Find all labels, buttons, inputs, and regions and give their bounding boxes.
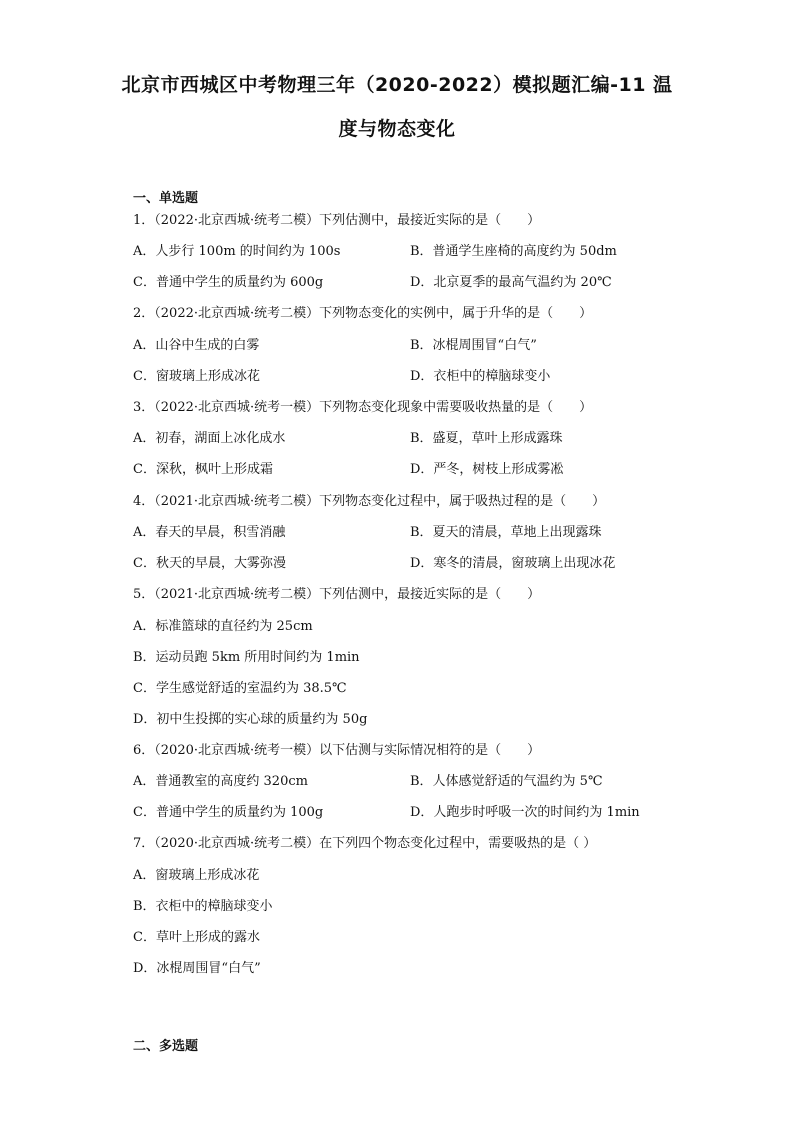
question-4-option-a: A．春天的早晨，积雪消融 [133,525,286,540]
question-2-option-d: D．衣柜中的樟脑球变小 [410,369,551,384]
question-3-stem: 3．（2022·北京西城·统考一模）下列物态变化现象中需要吸收热量的是（ ） [133,400,593,415]
question-5-option-b: B．运动员跑 5km 所用时间约为 1min [133,650,360,665]
question-5-option-a: A．标准篮球的直径约为 25cm [133,619,313,634]
question-2-option-b: B．冰棍周围冒“白气” [410,338,537,353]
question-6-stem: 6．（2020·北京西城·统考一模）以下估测与实际情况相符的是（ ） [133,743,541,758]
question-4-option-d: D．寒冬的清晨，窗玻璃上出现冰花 [410,556,616,571]
question-6-option-d: D．人跑步时呼吸一次的时间约为 1min [410,805,640,820]
question-3-option-a: A．初春，湖面上冰化成水 [133,431,286,446]
question-1-option-d: D．北京夏季的最高气温约为 20℃ [410,275,612,290]
question-1-option-c: C．普通中学生的质量约为 600g [133,275,324,290]
question-1-option-a: A．人步行 100m 的时间约为 100s [133,244,341,259]
question-5-option-d: D．初中生投掷的实心球的质量约为 50g [133,712,368,727]
question-7-option-c: C．草叶上形成的露水 [133,930,260,945]
section-heading-single-choice: 一、单选题 [133,191,199,206]
question-4-option-b: B．夏天的清晨，草地上出现露珠 [410,525,602,540]
question-1-option-b: B．普通学生座椅的高度约为 50dm [410,244,617,259]
document-title-line-1: 北京市西城区中考物理三年（2020-2022）模拟题汇编-11 温 [121,74,673,96]
question-3-option-c: C．深秋，枫叶上形成霜 [133,462,273,477]
question-1-stem: 1．（2022·北京西城·统考二模）下列估测中，最接近实际的是（ ） [133,213,541,228]
question-7-stem: 7．（2020·北京西城·统考二模）在下列四个物态变化过程中，需要吸热的是（ ） [133,836,597,851]
question-6-option-b: B．人体感觉舒适的气温约为 5℃ [410,774,603,789]
question-4-stem: 4．（2021·北京西城·统考二模）下列物态变化过程中，属于吸热过程的是（ ） [133,494,606,509]
question-7-option-b: B．衣柜中的樟脑球变小 [133,899,273,914]
question-2-stem: 2．（2022·北京西城·统考二模）下列物态变化的实例中，属于升华的是（ ） [133,306,593,321]
question-7-option-d: D．冰棍周围冒“白气” [133,961,261,976]
question-3-option-d: D．严冬，树枝上形成雾凇 [410,462,564,477]
question-5-option-c: C．学生感觉舒适的室温约为 38.5℃ [133,681,347,696]
section-heading-multiple-choice: 二、多选题 [133,1039,199,1054]
question-3-option-b: B．盛夏，草叶上形成露珠 [410,431,563,446]
question-5-stem: 5．（2021·北京西城·统考二模）下列估测中，最接近实际的是（ ） [133,587,541,602]
document-title-line-2: 度与物态变化 [338,118,456,140]
question-7-option-a: A．窗玻璃上形成冰花 [133,868,260,883]
question-2-option-a: A．山谷中生成的白雾 [133,338,260,353]
question-2-option-c: C．窗玻璃上形成冰花 [133,369,260,384]
question-4-option-c: C．秋天的早晨，大雾弥漫 [133,556,286,571]
question-6-option-a: A．普通教室的高度约 320cm [133,774,308,789]
question-6-option-c: C．普通中学生的质量约为 100g [133,805,324,820]
